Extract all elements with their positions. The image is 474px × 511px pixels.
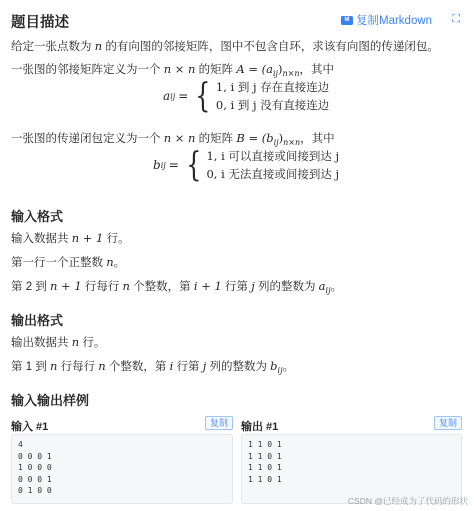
copy-markdown-label: 复制Markdown: [356, 15, 433, 27]
copy-markdown-button[interactable]: [341, 12, 432, 28]
code-line: 1 1 0 1: [248, 474, 282, 484]
output-line-count: 输出数据共 n 行。: [11, 335, 106, 349]
closure-formula: b ij = { 1, i 可以直接或间接到达 j 0, i 无法直接或间接到达 j: [153, 145, 340, 185]
input-matrix-lines: 第 2 到 n + 1 行每行 n 个整数，第 i + 1 行第 j 列的整数为 $a_{ij}$。: [11, 279, 343, 295]
problem-header: [11, 10, 464, 30]
code-line: 0 0 0 1: [18, 474, 52, 484]
code-line: 4: [18, 440, 23, 449]
code-line: 0 0 0 1: [18, 451, 52, 461]
sample-output-code[interactable]: [241, 434, 462, 504]
left-brace: {: [195, 76, 211, 116]
closure-case-1: 1, i 可以直接或间接到达 j: [206, 149, 340, 163]
sample-input-code[interactable]: [11, 434, 233, 504]
adjacency-definition: 一张图的邻接矩阵定义为一个 n × n 的矩阵 $A = (a_{ij})_{n\times n}$，其中: [11, 62, 335, 78]
code-line: 1 0 0 0: [18, 463, 52, 472]
section-title-output: 输出格式: [11, 313, 64, 328]
code-line: 1 1 0 1: [248, 440, 282, 449]
adjacency-formula: a ij = { 1, i 到 j 存在直接连边 0, i 到 j 没有直接连边: [163, 76, 330, 116]
sample-output-panel: [241, 416, 462, 504]
sample-input-panel: [11, 416, 233, 504]
markdown-icon: M: [341, 16, 353, 25]
section-title-input: 输入格式: [11, 209, 64, 224]
section-title-samples: 输入输出样例: [11, 393, 90, 408]
left-brace: {: [186, 145, 202, 185]
closure-case-2: 0, i 无法直接或间接到达 j: [206, 167, 340, 181]
description-intro: 给定一张点数为 n 的有向图的邻接矩阵，图中不包含自环，求该有向图的传递闭包。: [11, 39, 439, 53]
sample-output-label: 输出 #1: [241, 421, 279, 433]
sample-input-label: 输入 #1: [11, 421, 49, 433]
copy-input-button[interactable]: 复制: [205, 416, 233, 430]
input-line-count: 输入数据共 n + 1 行。: [11, 231, 130, 245]
closure-definition: 一张图的传递闭包定义为一个 n × n 的矩阵 $B = (b_{ij})_{n\times n}$，其中: [11, 131, 335, 147]
code-line: 0 1 0 0: [18, 486, 52, 495]
copy-output-button[interactable]: 复制: [434, 416, 462, 430]
adjacency-case-2: 0, i 到 j 没有直接连边: [215, 98, 330, 112]
adjacency-case-1: 1, i 到 j 存在直接连边: [215, 80, 330, 94]
input-first-line: 第一行一个正整数 n。: [11, 255, 126, 269]
watermark: CSDN @已经成为了代码的形状: [347, 496, 468, 506]
section-title-description: 题目描述: [11, 15, 69, 31]
code-line: 1 1 0 1: [248, 463, 282, 472]
expand-icon[interactable]: ⛶: [452, 13, 460, 25]
code-line: 1 1 0 1: [248, 451, 282, 461]
output-matrix-lines: 第 1 到 n 行每行 n 个整数，第 i 行第 j 列的整数为 $b_{ij}$。: [11, 359, 295, 375]
